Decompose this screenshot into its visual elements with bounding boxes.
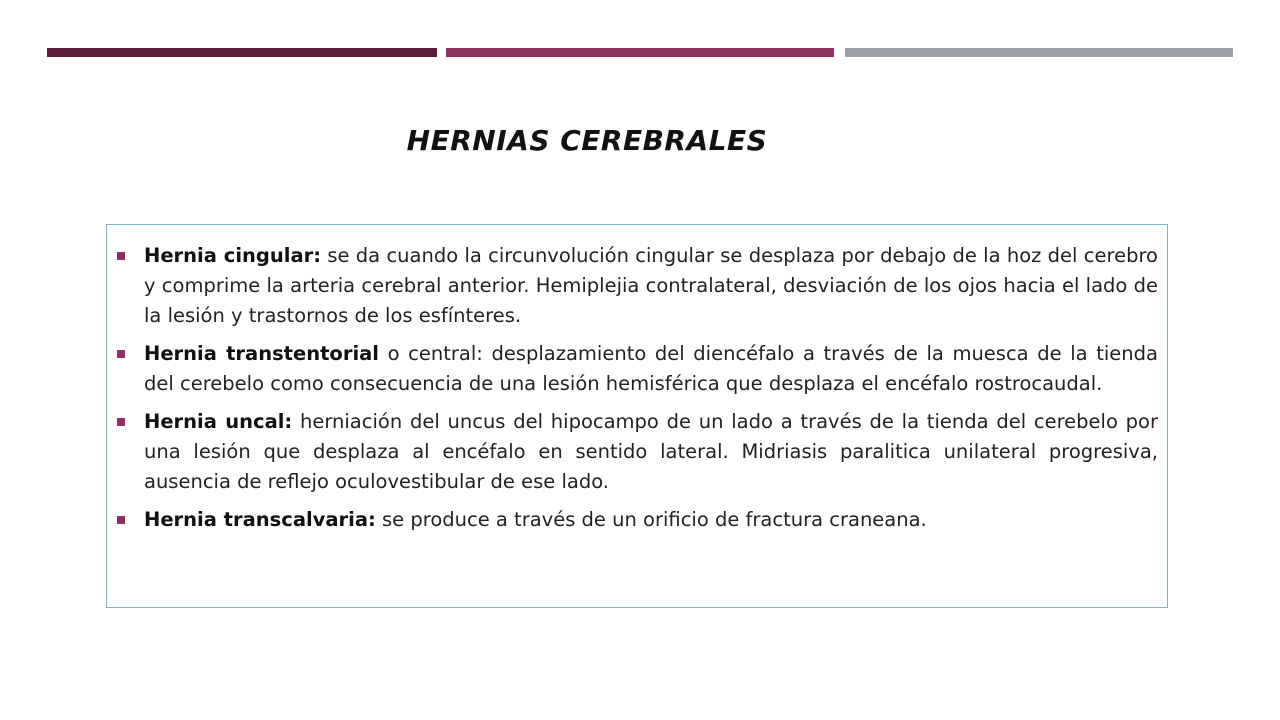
square-bullet-icon <box>117 516 125 524</box>
bullet-term: Hernia transcalvaria: <box>144 508 376 531</box>
top-accent-bar-gray <box>845 48 1233 57</box>
slide-title: HERNIAS CEREBRALES <box>406 124 768 157</box>
top-accent-bar-dark <box>47 48 437 57</box>
bullet-term: Hernia uncal: <box>144 410 293 433</box>
bullet-item-transtentorial <box>117 339 1158 399</box>
square-bullet-icon <box>117 350 125 358</box>
bullet-item-cingular <box>117 241 1158 331</box>
square-bullet-icon <box>117 252 125 260</box>
bullet-item-transcalvaria <box>117 505 1158 535</box>
bullet-text: se produce a través de un orificio de fractura craneana. <box>375 508 927 531</box>
bullet-text: se da cuando la circunvolución cingular se desplaza por debajo de la hoz del cerebro y comprime la arteria cerebral anterior. Hemiplejia contralateral, desviación de los ojos hacia el lado de la lesión y trastornos de los esfínteres. <box>144 244 1158 327</box>
bullet-term: Hernia transtentorial <box>144 342 379 365</box>
bullet-list <box>117 241 1158 535</box>
top-accent-bar-magenta <box>446 48 834 57</box>
bullet-text: o central: desplazamiento del diencéfalo a través de la muesca de la tienda del cerebelo como consecuencia de una lesión hemisférica que desplaza el encéfalo rostrocaudal. <box>144 342 1158 395</box>
content-box <box>106 224 1168 608</box>
bullet-text: herniación del uncus del hipocampo de un lado a través de la tienda del cerebelo por una lesión que desplaza al encéfalo en sentido lateral. Midriasis paralitica unilateral progresiva, ausencia de reflejo oculovestibular de ese lado. <box>144 410 1159 493</box>
bullet-term: Hernia cingular: <box>144 244 322 267</box>
bullet-item-uncal <box>117 407 1158 497</box>
square-bullet-icon <box>117 418 125 426</box>
